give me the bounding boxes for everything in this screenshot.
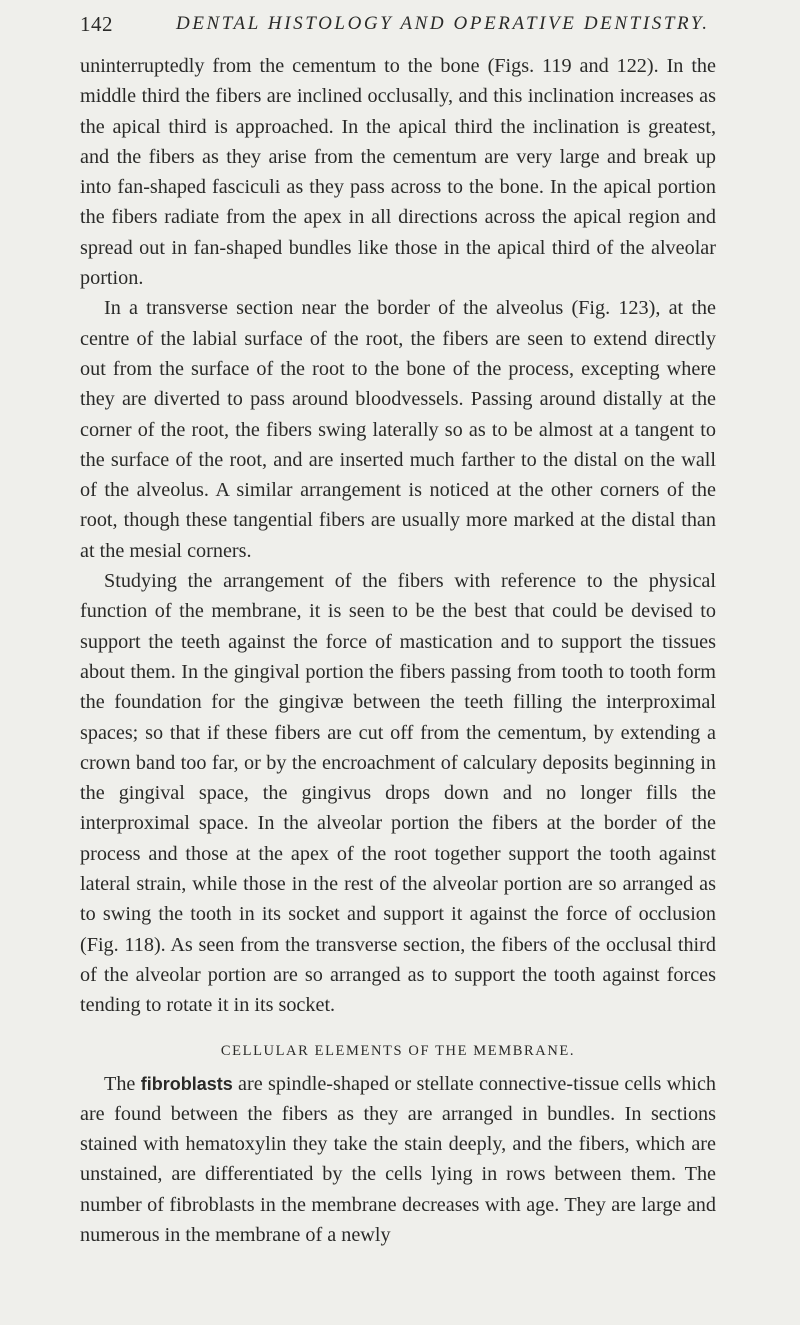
running-title: DENTAL HISTOLOGY AND OPERATIVE DENTISTRY. [176,13,710,34]
paragraph-physical-function: Studying the arrangement of the fibers with reference to the physical function of the membrane, it is seen to be the best that could be devised to support the teeth against the force of mastication and to support the tissues about them. In the gingival portion the fibers passing from tooth to tooth form the foundation for the gingivæ between the teeth filling the interproximal spaces; so that if these fibers are cut off from the cementum, by extending a crown band too far, or by the encroachment of calculary deposits beginning in the gingival space, the gingivus drops down and no longer fills the interproximal space. In the alveolar portion the fibers at the border of the process and those at the apex of the root together support the tooth against lateral strain, while those in the rest of the alveolar portion are so arranged as to swing the tooth in its socket and support it against the force of occlusion (Fig. 118). As seen from the transverse section, the fibers of the occlusal third of the alveolar portion are so arranged as to support the tooth against forces tending to rotate it in its socket. [80,570,716,1017]
section-heading: CELLULAR ELEMENTS OF THE MEMBRANE. [220,1042,576,1059]
paragraph-lead: The [104,1072,136,1095]
paragraph-transverse-section: In a transverse section near the border of the alveolus (Fig. 123), at the centre of the labial surface of the root, the fibers are seen to extend directly out from the surface of the root to the bone of the process, excepting where they are diverted to pass around bloodvessels. Passing around distally at the corner of the root, the fibers swing laterally so as to be almost at a tangent to the surface of the root, and are inserted much farther to the distal on the wall of the alveolus. A similar arrangement is noticed at the other corners of the root, though these tangential fibers are usually more marked at the distal than at the mesial corners. [80,297,716,562]
paragraph-continued: uninterruptedly from the cementum to the bone (Figs. 119 and 122). In the middle third the fibers are inclined occlusally, and this inclination increases as the apical third is approached. In the apical third the inclination is greatest, and the fibers as they arise from the cementum are very large and break up into fan-shaped fasciculi as they pass across to the bone. In the apical portion the fibers radiate from the apex in all directions across the apical region and spread out in fan-shaped bundles like those in the apical third of the alveolar portion. [80,55,716,290]
term-fibroblasts: fibroblasts [140,1073,233,1094]
paragraph-fibroblasts [80,1069,716,1251]
paragraph-rest: are spindle-shaped or stellate connective-tissue cells which are found between the fibers as they are arranged in bundles. In sections stained with hematoxylin they take the stain deeply, and the fibers, which are unstained, are differentiated by the cells lying in rows between them. The number of fibroblasts in the membrane decreases with age. They are large and numerous in the membrane of a newly [80,1072,717,1246]
page-number: 142 [80,12,113,36]
body-text [80,51,716,1250]
running-head [80,12,720,38]
